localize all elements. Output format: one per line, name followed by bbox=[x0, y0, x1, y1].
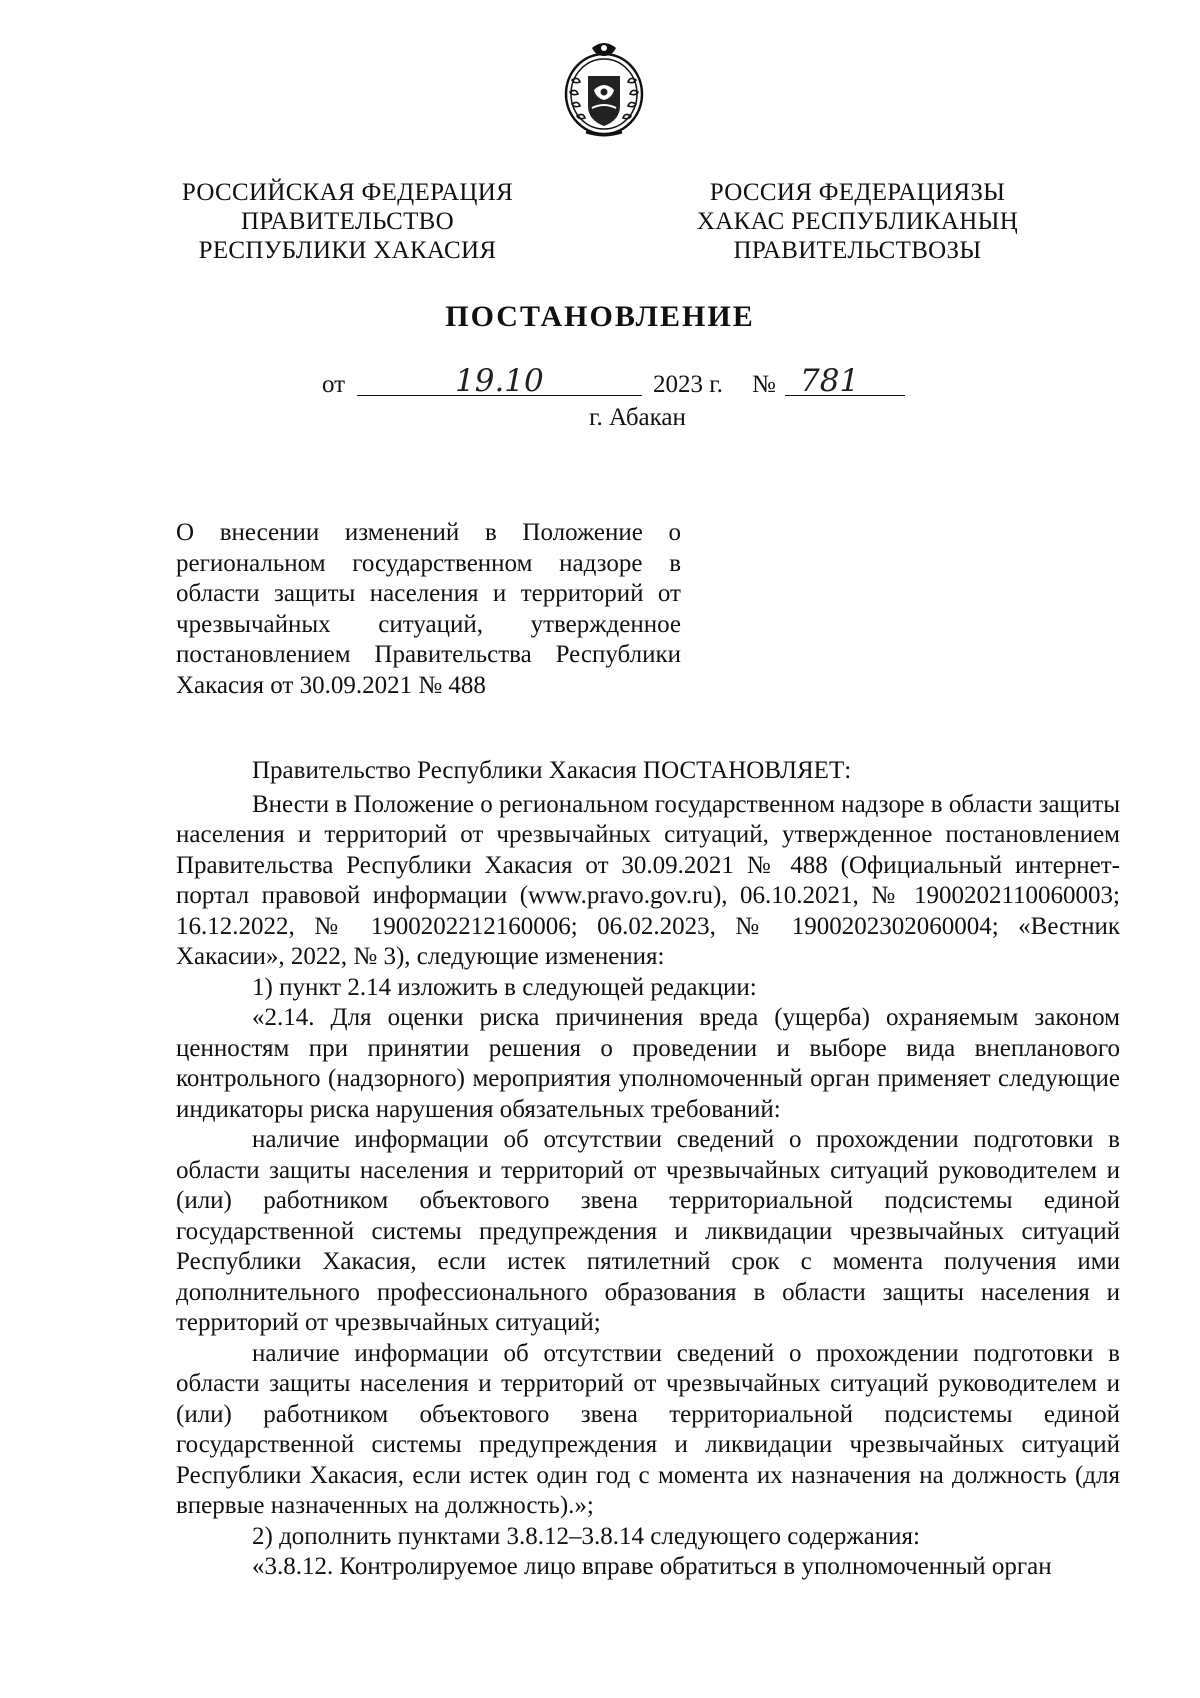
header-left-line-3: РЕСПУБЛИКИ ХАКАСИЯ bbox=[198, 237, 497, 264]
document-type-title: ПОСТАНОВЛЕНИЕ bbox=[445, 300, 755, 333]
body-paragraph-6: 2) дополнить пунктами 3.8.12–3.8.14 следующего содержания: bbox=[252, 1522, 920, 1550]
body-paragraph-1: Внести в Положение о региональном государственном надзоре в области защиты населения и территорий от чрезвычайных ситуаций, утвержденное постановлением Правительства Республики Хакасия от 30.09.2021 № 488 (Официальный интернет-портал правовой информации (www.pravo.gov.ru), 06.10.2021, № 1900202110060003; 16.12.2022, № 1900202212160006; 06.02.2023, № 1900202302060004; «Вестник Хакасии», 2022, № 3), следующие изменения: bbox=[176, 790, 1120, 970]
document-subject-title: О внесении изменений в Положение о региональном государственном надзоре в области защиты населения и территорий от чрезвычайных ситуаций, утвержденное постановлением Правительства Республики Хакасия от 30.09.2021 № 488 bbox=[176, 519, 681, 699]
body-paragraph-3: «2.14. Для оценки риска причинения вреда (ущерба) охраняемым законом ценностям при принятии решения о проведении и выборе вида внепланового контрольного (надзорного) мероприятия уполномоченный орган применяет следующие индикаторы риска нарушения обязательных требований: bbox=[176, 1004, 1120, 1123]
header-right-block bbox=[680, 178, 1035, 265]
header-left-line-2: ПРАВИТЕЛЬСТВО bbox=[240, 208, 455, 235]
header-right-line-3: ПРАВИТЕЛЬСТВОЗЫ bbox=[733, 237, 982, 264]
body-paragraph-5: наличие информации об отсутствии сведений о прохождении подготовки в области защиты населения и территорий от чрезвычайных ситуаций руководителем и (или) работником объектового звена территориальной подсистемы единой государственной системы предупреждения и ликвидации чрезвычайных ситуаций Республики Хакасия, если истек один год с момента их назначения на должность (для впервые назначенных на должность).»; bbox=[176, 1339, 1120, 1519]
date-number-line bbox=[0, 365, 1200, 405]
body-paragraph-2: 1) пункт 2.14 изложить в следующей редакции: bbox=[252, 973, 757, 1001]
header-right-line-2: ХАКАС РЕСПУБЛИКАНЫҢ bbox=[696, 208, 1019, 235]
document-body bbox=[176, 756, 1120, 1583]
city-line: г. Абакан bbox=[589, 404, 686, 431]
date-prefix: от bbox=[322, 371, 346, 398]
handwritten-number: 781 bbox=[800, 363, 860, 399]
coat-of-arms-emblem bbox=[562, 40, 646, 140]
header-left-block bbox=[175, 178, 520, 265]
number-sign: № bbox=[752, 371, 776, 398]
body-intro: Правительство Республики Хакасия ПОСТАНОВЛЯЕТ: bbox=[252, 757, 852, 784]
header-left-line-1: РОССИЙСКАЯ ФЕДЕРАЦИЯ bbox=[181, 179, 514, 206]
date-year: 2023 г. bbox=[653, 371, 723, 398]
handwritten-date: 19.10 bbox=[455, 363, 544, 399]
body-paragraph-4: наличие информации об отсутствии сведений о прохождении подготовки в области защиты населения и территорий от чрезвычайных ситуаций руководителем и (или) работником объектового звена территориальной подсистемы единой государственной системы предупреждения и ликвидации чрезвычайных ситуаций Республики Хакасия, если истек пятилетний срок с момента получения ими дополнительного профессионального образования в области защиты населения и территорий от чрезвычайных ситуаций; bbox=[176, 1126, 1120, 1336]
header-right-line-1: РОССИЯ ФЕДЕРАЦИЯЗЫ bbox=[709, 179, 1006, 206]
body-paragraph-7: «3.8.12. Контролируемое лицо вправе обратиться в уполномоченный орган bbox=[252, 1553, 1052, 1580]
